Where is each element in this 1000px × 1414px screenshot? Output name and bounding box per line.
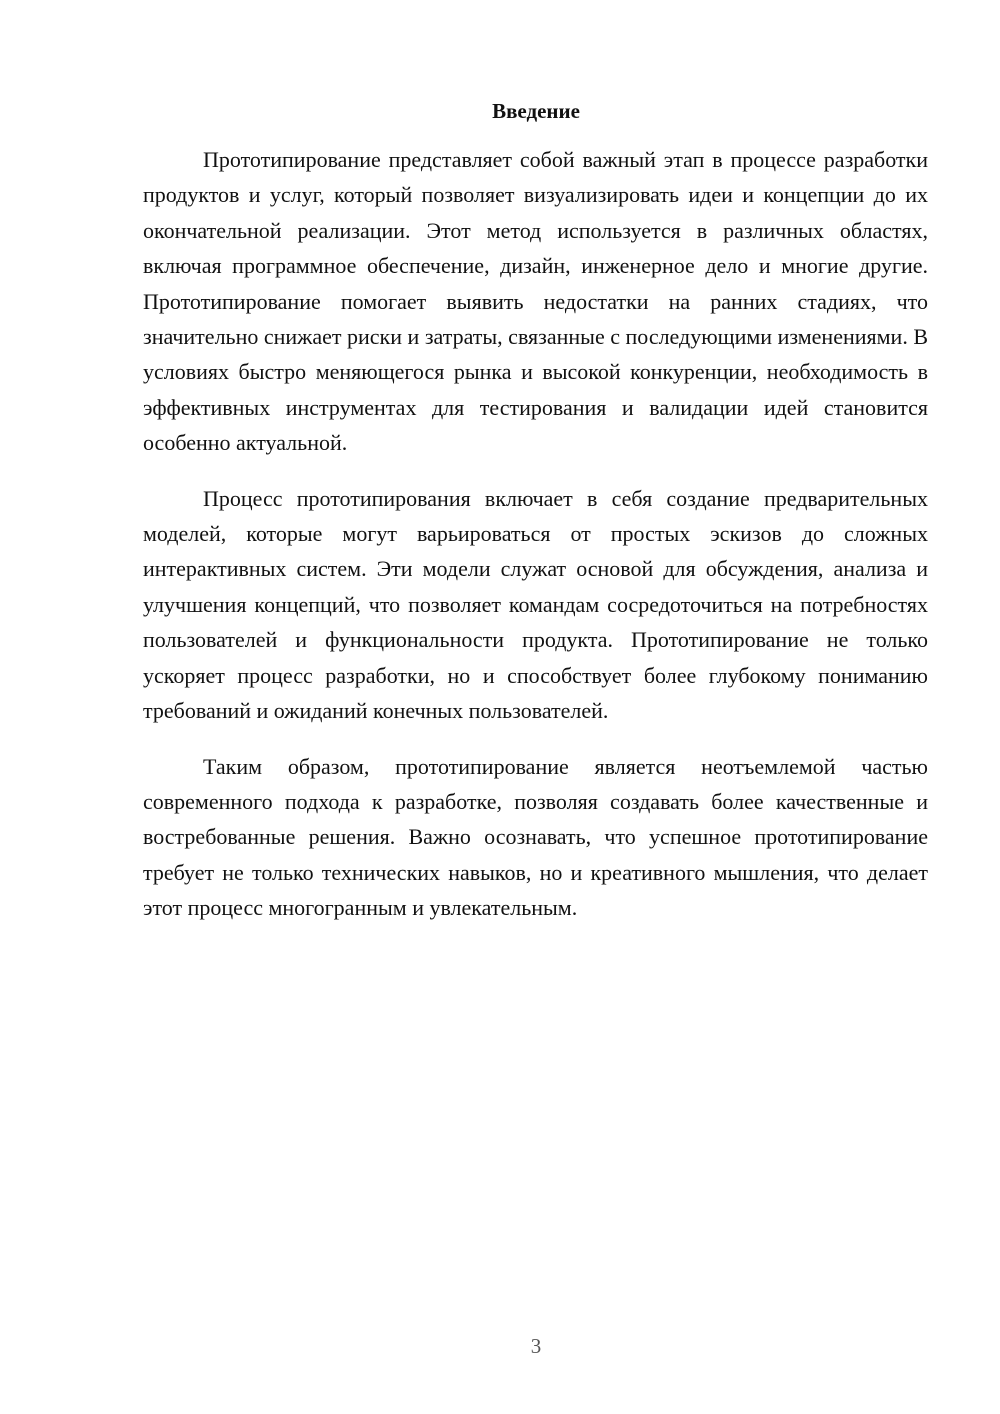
paragraph-3: Таким образом, прототипирование является неотъемлемой частью современного подхода к разработке, позволяя создавать более качественные и востребованные решения. Важно осознавать, что успешное прототипирование требует не только технических навыков, но и креативного мышления, что делает этот процесс многогранным и увлекательным. [143,753,928,921]
section-title: Введение [492,99,580,123]
paragraph-1: Прототипирование представляет собой важный этап в процессе разработки продуктов и услуг, который позволяет визуализировать идеи и концепции до их окончательной реализации. Этот метод используется в различных областях, включая программное обеспечение, дизайн, инженерное дело и многие другие. Прототипирование помогает выявить недостатки на ранних стадиях, что значительно снижает риски и затраты, связанные с последующими изменениями. В условиях быстро меняющегося рынка и высокой конкуренции, необходимость в эффективных инструментах для тестирования и валидации идей становится особенно актуальной. [143,147,928,456]
paragraph-2: Процесс прототипирования включает в себя создание предварительных моделей, которые могут варьироваться от простых эскизов до сложных интерактивных систем. Эти модели служат основой для обсуждения, анализа и улучшения концепций, что позволяет командам сосредоточиться на потребностях пользователей и функциональности продукта. Прототипирование не только ускоряет процесс разработки, но и способствует более глубокому пониманию требований и ожиданий конечных пользователей. [143,485,928,724]
body-text [143,142,928,946]
page-number: 3 [530,1334,542,1358]
